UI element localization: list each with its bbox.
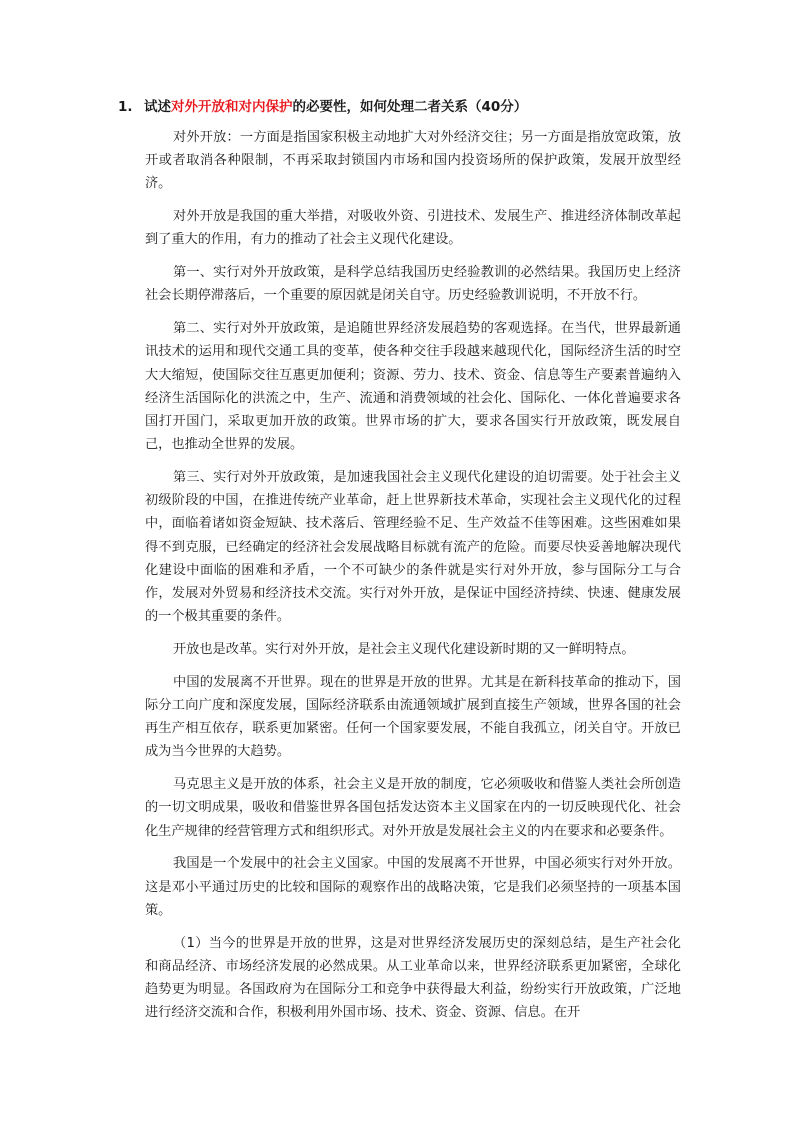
paragraph-point-2: 第二、实行对外开放政策，是追随世界经济发展趋势的客观选择。在当代，世界最新通讯技术的运用和现代交通工具的变革，使各种交往手段越来越现代化，国际经济生活的时空大大缩短，使国际交往互惠更加便利；资源、劳力、技术、资金、信息等生产要素普遍纳入经济生活国际化的洪流之中，生产、流通和消费领域的社会化、国际化、一体化普遍要求各国打开国门，采取更加开放的政策。世界市场的扩大，要求各国实行开放政策，既发展自己，也推动全世界的发展。	[145, 321, 681, 453]
paragraph-reform: 开放也是改革。实行对外开放，是社会主义现代化建设新时期的又一鲜明特点。	[173, 642, 635, 658]
paragraph-marxism: 马克思主义是开放的体系，社会主义是开放的制度，它必须吸收和借鉴人类社会所创造的一切文明成果，吸收和借鉴世界各国包括发达资本主义国家在内的一切反映现代化、社会化生产规律的经营管理方式和组织形式。对外开放是发展社会主义的内在要求和必要条件。	[145, 777, 681, 839]
question-heading	[118, 96, 678, 118]
question-prefix: 试述	[144, 99, 171, 115]
paragraph-definition: 对外开放：一方面是指国家积极主动地扩大对外经济交往；另一方面是指放宽政策，放开或者取消各种限制，不再采取封锁国内市场和国内投资场所的保护政策，发展开放型经济。	[145, 130, 681, 192]
paragraph-item-1: （1）当今的世界是开放的世界，这是对世界经济发展历史的深刻总结，是生产社会化和商品经济、市场经济发展的必然成果。从工业革命以来，世界经济联系更加紧密，全球化趋势更为明显。各国政府为在国际分工和竞争中获得最大利益，纷纷实行开放政策，广泛地进行经济交流和合作，积极利用外国市场、技术、资金、资源、信息。在开	[145, 935, 681, 1021]
question-number: 1.	[118, 99, 133, 115]
paragraph-significance: 对外开放是我国的重大举措，对吸收外资、引进技术、发展生产、推进经济体制改革起到了重大的作用，有力的推动了社会主义现代化建设。	[145, 209, 681, 248]
question-highlight: 对外开放和对内保护	[171, 99, 293, 115]
paragraph-national-policy: 我国是一个发展中的社会主义国家。中国的发展离不开世界，中国必须实行对外开放。这是邓小平通过历史的比较和国际的观察作出的战略决策，它是我们必须坚持的一项基本国策。	[145, 856, 681, 918]
answer-body	[145, 126, 681, 1034]
question-suffix: 的必要性，如何处理二者关系（40分）	[292, 99, 528, 115]
paragraph-world: 中国的发展离不开世界。现在的世界是开放的世界。尤其是在新科技革命的推动下，国际分工向广度和深度发展，国际经济联系由流通领域扩展到直接生产领域，世界各国的社会再生产相互依存，联系更加紧密。任何一个国家要发展，不能自我孤立，闭关自守。开放已成为当今世界的大趋势。	[145, 674, 681, 760]
paragraph-point-1: 第一、实行对外开放政策，是科学总结我国历史经验教训的必然结果。我国历史上经济社会长期停滞落后，一个重要的原因就是闭关自守。历史经验教训说明，不开放不行。	[145, 265, 681, 304]
paragraph-point-3: 第三、实行对外开放政策，是加速我国社会主义现代化建设的迫切需要。处于社会主义初级阶段的中国，在推进传统产业革命，赶上世界新技术革命，实现社会主义现代化的过程中，面临着诸如资金短缺、技术落后、管理经验不足、生产效益不佳等困难。这些困难如果得不到克服，已经确定的经济社会发展战略目标就有流产的危险。而要尽快妥善地解决现代化建设中面临的困难和矛盾，一个不可缺少的条件就是实行对外开放，参与国际分工与合作，发展对外贸易和经济技术交流。实行对外开放，是保证中国经济持续、快速、健康发展的一个极其重要的条件。	[145, 470, 681, 625]
